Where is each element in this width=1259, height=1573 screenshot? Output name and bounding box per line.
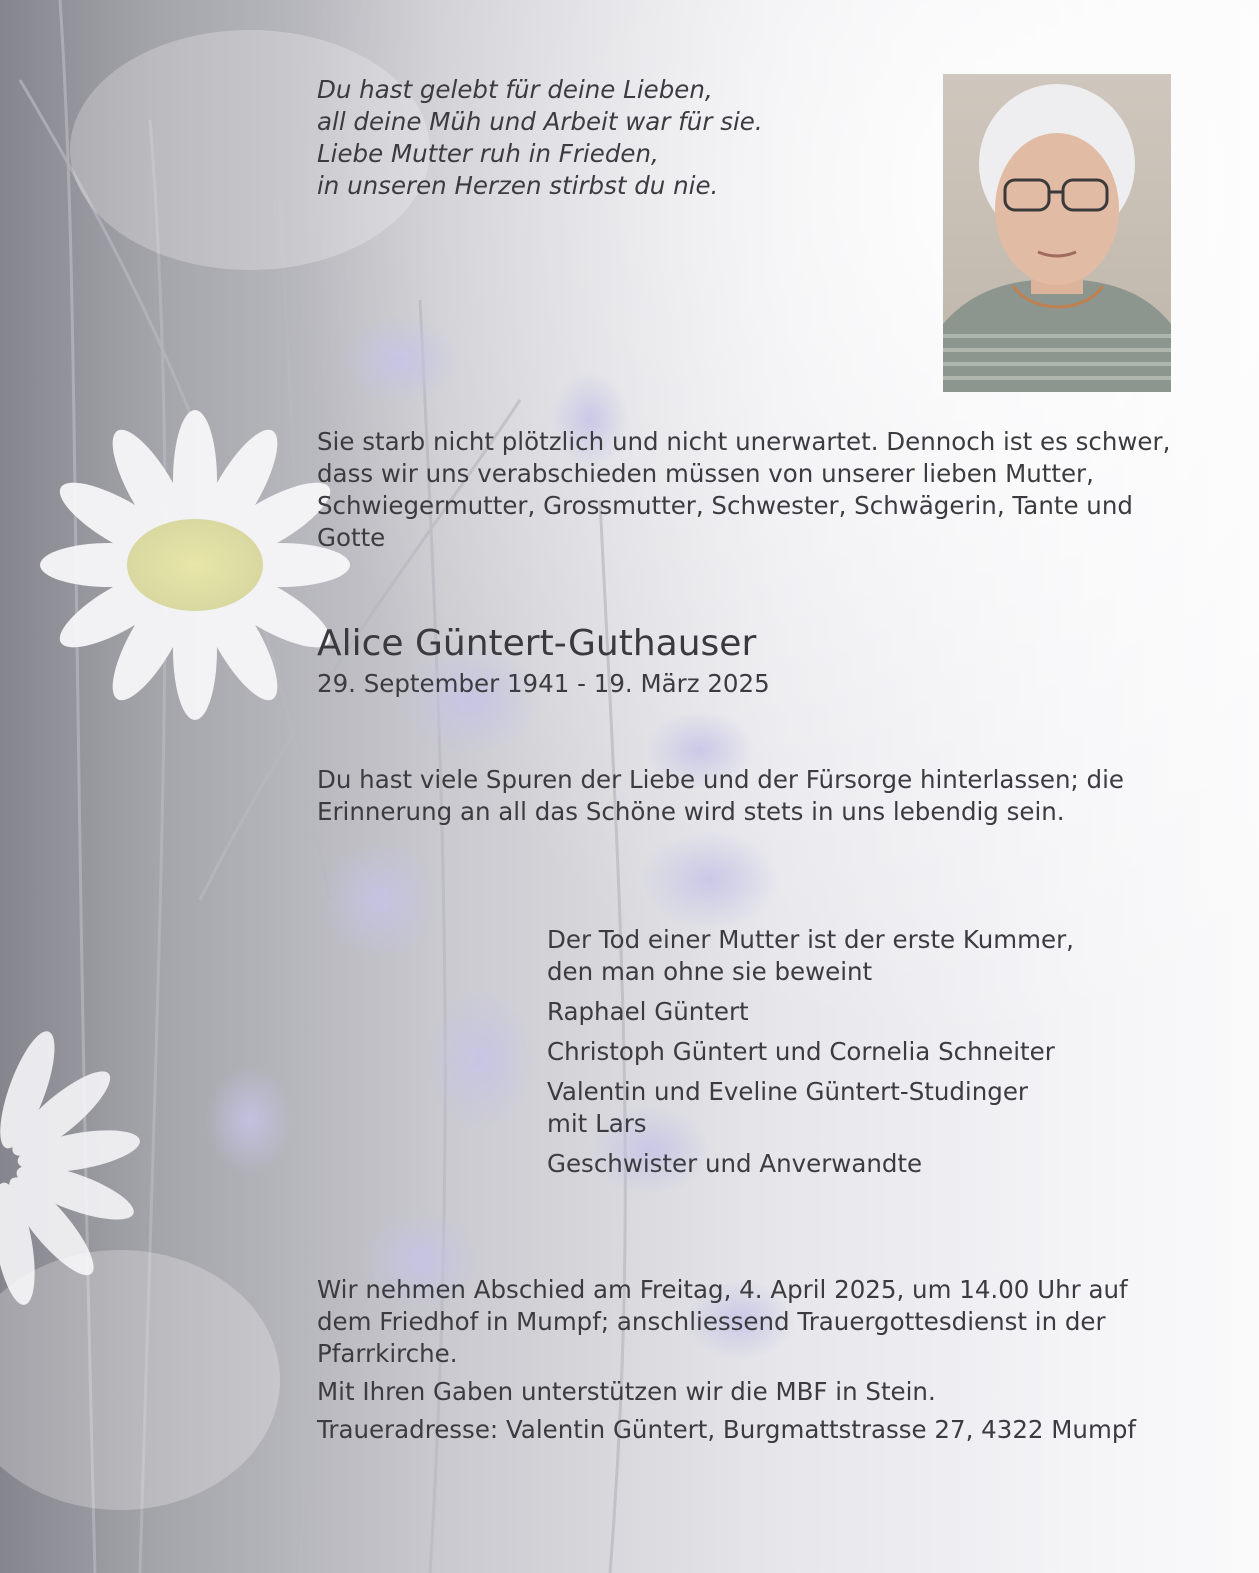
service-information — [317, 1274, 1177, 1446]
family-member: Christoph Güntert und Cornelia Schneiter — [547, 1037, 1055, 1066]
portrait-photo — [943, 74, 1171, 392]
family-signatures — [547, 924, 1074, 1180]
quote-line: den man ohne sie beweint — [547, 957, 873, 986]
intro-text: Sie starb nicht plötzlich und nicht unerwartet. Dennoch ist es schwer, dass wir uns verabschieden müssen von unserer lieben Mutter, Schwiegermutter, Grossmutter, Schwester, Schwägerin, Tante und Gotte — [317, 427, 1171, 552]
poem-line: Liebe Mutter ruh in Frieden, — [317, 139, 659, 168]
deceased-name: Alice Güntert-Guthauser — [317, 623, 757, 664]
poem-line: in unseren Herzen stirbst du nie. — [317, 171, 719, 200]
family-member-line: mit Lars — [547, 1109, 647, 1138]
family-member-line: Valentin und Eveline Güntert-Studinger — [547, 1077, 1028, 1106]
farewell-text: Wir nehmen Abschied am Freitag, 4. April 2025, um 14.00 Uhr auf dem Friedhof in Mumpf; anschliessend Trauergottesdienst in der Pfarrkirche. — [317, 1275, 1128, 1368]
family-quote — [547, 924, 1074, 988]
poem-line: all deine Müh und Arbeit war für sie. — [317, 107, 763, 136]
family-member — [547, 1076, 1074, 1140]
quote-line: Der Tod einer Mutter ist der erste Kummer, — [547, 925, 1074, 954]
memorial-poem — [317, 74, 763, 202]
family-member: Geschwister und Anverwandte — [547, 1149, 923, 1178]
poem-line: Du hast gelebt für deine Lieben, — [317, 75, 713, 104]
life-dates: 29. September 1941 - 19. März 2025 — [317, 669, 770, 698]
donation-text: Mit Ihren Gaben unterstützen wir die MBF in Stein. — [317, 1377, 936, 1406]
family-member: Raphael Güntert — [547, 997, 749, 1026]
mourning-address: Traueradresse: Valentin Güntert, Burgmattstrasse 27, 4322 Mumpf — [317, 1415, 1136, 1444]
legacy-text: Du hast viele Spuren der Liebe und der Fürsorge hinterlassen; die Erinnerung an all das Schöne wird stets in uns lebendig sein. — [317, 765, 1124, 826]
